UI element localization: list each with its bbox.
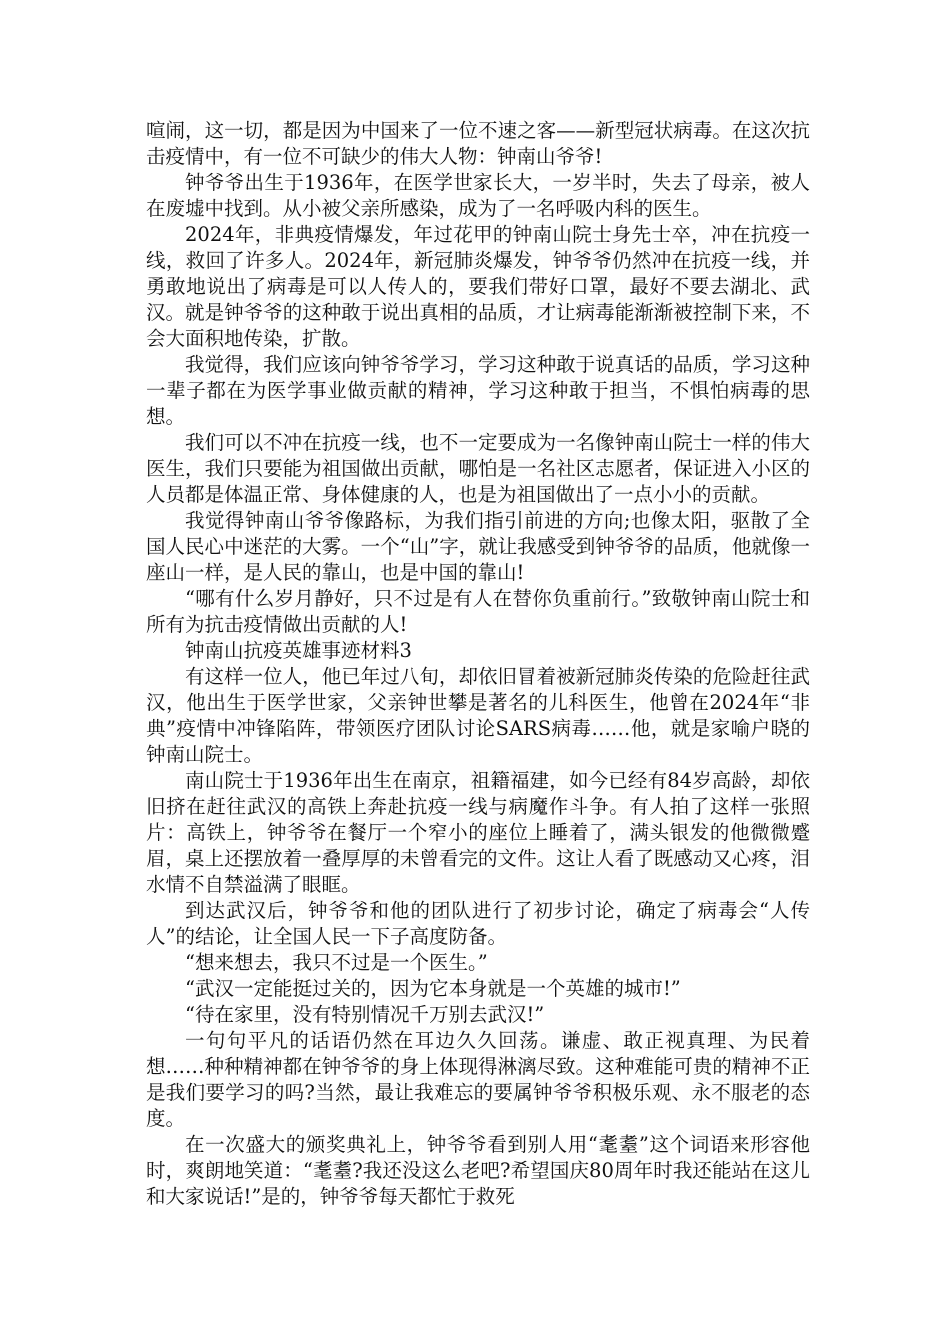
quote-3: “待在家里，没有特别情况千万别去武汉!” [185, 1003, 545, 1026]
paragraph-7: “哪有什么岁月静好，只不过是有人在替你负重前行。”致敬钟南山院士和所有为抗击疫情做出贡献的人! [146, 587, 810, 636]
quote-1: “想来想去，我只不过是一个医生。” [185, 951, 488, 974]
paragraph-11: 到达武汉后，钟爷爷和他的团队进行了初步讨论，确定了病毒会“人传人”的结论，让全国人民一下子高度防备。 [146, 899, 810, 948]
paragraph-3: 2024年，非典疫情爆发，年过花甲的钟南山院士身先士卒，冲在抗疫一线，救回了许多人。2024年，新冠肺炎爆发，钟爷爷仍然冲在抗疫一线，并勇敢地说出了病毒是可以人传人的，要我们带好口罩，最好不要去湖北、武汉。就是钟爷爷的这种敢于说出真相的品质，才让病毒能渐渐被控制下来，不会大面积地传染，扩散。 [146, 223, 810, 350]
paragraph-6: 我觉得钟南山爷爷像路标，为我们指引前进的方向;也像太阳，驱散了全国人民心中迷茫的大雾。一个“山”字，就让我感受到钟爷爷的品质，他就像一座山一样，是人民的靠山，也是中国的靠山! [146, 509, 810, 584]
paragraph-15: 一句句平凡的话语仍然在耳边久久回荡。谦虚、敢正视真理、为民着想……种种精神都在钟爷爷的身上体现得淋漓尽致。这种难能可贵的精神不正是我们要学习的吗?当然，最让我难忘的要属钟爷爷积极乐观、永不服老的态度。 [146, 1029, 810, 1130]
paragraph-2: 钟爷爷出生于1936年，在医学世家长大，一岁半时，失去了母亲，被人在废墟中找到。从小被父亲所感染，成为了一名呼吸内科的医生。 [146, 171, 810, 220]
paragraph-10: 南山院士于1936年出生在南京，祖籍福建，如今已经有84岁高龄，却依旧挤在赶往武汉的高铁上奔赴抗疫一线与病魔作斗争。有人拍了这样一张照片：高铁上，钟爷爷在餐厅一个窄小的座位上睡着了，满头银发的他微微蹙眉，桌上还摆放着一叠厚厚的未曾看完的文件。这让人看了既感动又心疼，泪水情不自禁溢满了眼眶。 [146, 769, 810, 896]
paragraph-9: 有这样一位人，他已年过八旬，却依旧冒着被新冠肺炎传染的危险赶往武汉，他出生于医学世家，父亲钟世攀是著名的儿科医生，他曾在2024年“非典”疫情中冲锋陷阵，带领医疗团队讨论SARS病毒……他，就是家喻户晓的钟南山院士。 [146, 665, 810, 766]
section-heading: 钟南山抗疫英雄事迹材料3 [185, 639, 412, 662]
paragraph-1: 喧闹，这一切，都是因为中国来了一位不速之客——新型冠状病毒。在这次抗击疫情中，有一位不可缺少的伟大人物：钟南山爷爷! [146, 119, 810, 168]
quote-2: “武汉一定能挺过关的，因为它本身就是一个英雄的城市!” [185, 977, 681, 1000]
paragraph-5: 我们可以不冲在抗疫一线，也不一定要成为一名像钟南山院士一样的伟大医生，我们只要能为祖国做出贡献，哪怕是一名社区志愿者，保证进入小区的人员都是体温正常、身体健康的人，也是为祖国做出了一点小小的贡献。 [146, 431, 810, 506]
paragraph-4: 我觉得，我们应该向钟爷爷学习，学习这种敢于说真话的品质，学习这种一辈子都在为医学事业做贡献的精神，学习这种敢于担当，不惧怕病毒的思想。 [146, 353, 810, 428]
document-body [146, 118, 810, 1210]
paragraph-16: 在一次盛大的颁奖典礼上，钟爷爷看到别人用“耄耋”这个词语来形容他时，爽朗地笑道：“耄耋?我还没这么老吧?希望国庆80周年时我还能站在这儿和大家说话!”是的，钟爷爷每天都忙于救死 [146, 1133, 810, 1208]
